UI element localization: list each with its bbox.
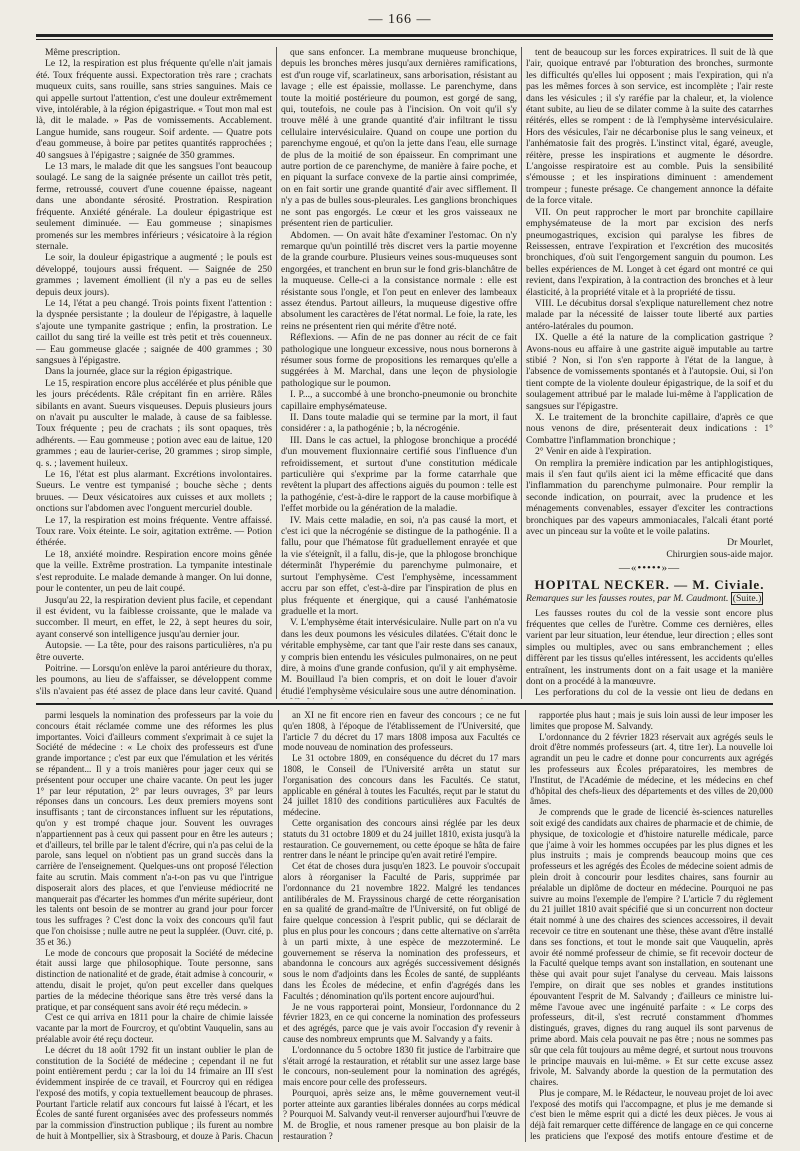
paragraph: an XI ne fit encore rien en faveur des concours ; ce ne fut qu'en 1808, à l'époque de l'établissement de l'Université, que l'article 7 du décret du 17 mars 1808 imposa aux Facultés ce mode nouveau de nomination des professeurs. (283, 710, 520, 753)
paragraph: IV. Mais cette maladie, en soi, n'a pas causé la mort, et c'est ici que la nécrogénie se distingue de la pathogénie. Il a fallu, pour que l'hématose fût graduellement enrayée et que la vie s'éteignît, il a fallu, dis-je, que la phlogose bronchique déterminât l'hyperémie du parenchyme pulmonaire, et surtout l'emphysème. C'est l'emphysème, incessamment accru par son effet, c'est-à-dire par l'inspiration de plus en plus fréquente et énergique, qui a causé l'anhématosie graduelle et la mort. (281, 514, 517, 617)
paragraph: Plus je compare, M. le Rédacteur, le nouveau projet de loi avec l'exposé des motifs qui l'accompagne, et plus je me demande si c'est bien le même esprit qui a dicté les deux pièces. Je vous ai déjà fait remarquer cette différence de langage en ce qui concerne les praticiens que l'exposé des motifs entoure d'estime et de (530, 1087, 773, 1142)
paragraph: Le 18, anxiété moindre. Respiration encore moins gênée que la veille. Extrême prostration. La tympanite intestinale s'est reproduite. Le malade demande à manger. On lui donne, pour le contenter, un peu de lait coupé. (36, 548, 272, 595)
paragraph: L'ordonnance du 2 février 1823 réservait aux agrégés seuls le droit d'être nommés professeurs (art. 4, titre 1er). La nouvelle loi agrandit un peu le cadre et donne pour concurrents aux agrégés les professeurs aux Écoles préparatoires, les membres de l'Institut, de l'Académie de médecine, et les médecins en chef d'hôpital des chefs-lieux des départements et des villes de 20,000 âmes. (530, 731, 773, 807)
paragraph: Le 13 mars, le malade dit que les sangsues l'ont beaucoup soulagé. Le sang de la saignée présente un caillot très petit, ferme, retroussé, couvert d'une couenne épaisse, nageant dans une abondante sérosité. Prostration. Respiration fréquente. Anxiété générale. La douleur épigastrique est seulement diminuée. — Eau gommeuse ; sinapismes promenés sur les membres inférieurs ; vésicatoire à la région sternale. (36, 161, 272, 252)
section-divider (36, 703, 773, 705)
feuilleton-column-3 (530, 710, 773, 1142)
feuilleton-column-1 (36, 710, 273, 1142)
subtitle-text: Remarques sur les fausses routes, par M. Caudmont. (526, 593, 729, 605)
paragraph: Je comprends que le grade de licencié ès-sciences naturelles soit exigé des candidats aux chaires de pharmacie et de chimie, de physique, de toxicologie et d'histoire naturelle médicale, parce que j'aime à voir les hommes occupées par les plus dignes et les plus instruits ; mais je comprends beaucoup moins que ces professeurs et les agrégés des Écoles de médecine soient admis de plein droit à concourir pour lesdites chaires, sans fournir au préalable un diplôme de docteur en médecine. Pourquoi ne pas suivre au moins l'exemple de l'empire ? L'article 7 du règlement du 21 juillet 1810 avait spécifié que si un concurrent non docteur était nommé à une des chaires des sciences accessoires, il devait recevoir ce titre en soutenant une thèse, thèse avant d'être installé dans ses fonctions, et tout le monde sait que Vauquelin, après avoir été nommé professeur de chimie, se fit recevoir docteur de la Faculté quelque temps avant son installation, en soutenant une thèse qui avait pour sujet l'analyse du cerveau. Mais laissons l'empire, on dirait que ses nobles et grandes institutions épouvantent l'esprit de M. Salvandy ; d'ailleurs ce ministre lui-même l'avoue avec une ingénuité parfaite : « Le corps des professeurs, dit-il, s'est recruté constamment d'hommes distingués, graves, dignes du rang auquel ils sont parvenus de prime abord. Mais cela pouvait ne pas être ; nous ne sommes pas sûr que cela fût toujours au même degré, et surtout nous trouvons le principe mauvais en lui-même. » Et sur cette excuse assez frivole, M. Salvandy aborde la question de la permutation des chaires. (530, 807, 773, 1088)
paragraph: Jusqu'au 22, la respiration devient plus facile, et cependant il est évident, vu la faiblesse croissante, que le malade va succomber. Il meurt, en effet, le 22, à sept heures du soir, ayant conservé son intelligence jusqu'au dernier jour. (36, 594, 272, 640)
paragraph: Même prescription. (45, 47, 121, 58)
paragraph: Pourquoi, après seize ans, le même gouvernement veut-il porter atteinte aux garanties libérales données au corps médical ? Pourquoi M. Salvandy veut-il renverser aujourd'hui l'œuvre de M. de Broglie, et nous ramener presque au bon plaisir de la restauration ? (283, 1087, 520, 1142)
author-name: Dr Mourlet, (727, 537, 773, 549)
paragraph: IX. Quelle a été la nature de la complication gastrique ? Avons-nous eu affaire à une gastrite aiguë imputable au tartre stibié ? Non, si l'on s'en rapporte à l'état de la langue, à l'absence de vomissements spontanés et à l'autopsie. Oui, si l'on tient compte de la violente douleur épigastrique, de la soif et du soulagement attribué par le malade lui-même à l'application de sangsues sur l'épigastre. (526, 332, 773, 412)
paragraph: I. P..., a succombé à une broncho-pneumonie ou bronchite capillaire emphysémateuse. (281, 389, 517, 412)
paragraph: que sans enfoncer. La membrane muqueuse bronchique, depuis les bronches mères jusqu'aux dernières ramifications, est d'un rouge vif, scarlatineux, sans arborisation, résistant au lavage ; elle est épaissie, mollasse. Le parenchyme, dans toute la moitié postérieure du poumon, est gorgé de sang, qui, toutefois, ne coule pas à l'incision. On voit qu'il s'y trouve mêlé à une grande quantité d'air infiltrant le tissu cellulaire intervésiculaire. Quand on coupe une portion du parenchyme engoué, et qu'on la jette dans l'eau, elle surnage de plus de la moitié de son épaisseur. En comprimant une autre portion de ce parenchyme, de manière à faire poche, et en piquant la surface convexe de la partie ainsi comprimée, on en fait sortir une grande quantité d'air avec sifflement. Il n'y a pas de bulles sous-pleurales. Les ganglions bronchiques ne sont pas engorgés. Le cœur et les gros vaisseaux ne présentent rien de particulier. (281, 47, 517, 230)
paragraph: 2° Venir en aide à l'expiration. (535, 446, 652, 458)
paragraph: V. L'emphysème était intervésiculaire. Nulle part on n'a vu dans les deux poumons les vésicules dilatées. C'était donc le véritable emphysème, car tant que l'air reste dans ses canaux, y compris bien entendu les vésicules pulmonaires, on ne peut dire, à moins d'une grande confusion, qu'il y ait emphysème. M. Bouillaud l'a bien compris, et on doit le louer d'avoir étudié l'emphysème vésiculaire sous une autre dénomination. (281, 617, 517, 697)
paragraph: rapportée plus haut ; mais je suis loin aussi de leur imposer les limites que propose M. Salvandy. (530, 710, 773, 731)
section-subtitle (526, 593, 773, 604)
paragraph: Réflexions. — Afin de ne pas donner au récit de ce fait pathologique une longueur excessive, nous nous bornerons à résumer sous forme de propositions les remarques qu'elle a suggérées à M. Marchal, dans une leçon de physiologie pathologique sur le poumon. (281, 332, 517, 389)
paragraph: X. Le traitement de la bronchite capillaire, d'après ce que nous venons de dire, présenterait deux indications : 1° Combattre l'inflammation bronchique ; (526, 412, 773, 446)
paragraph: Je ne vous rapporterai point, Monsieur, l'ordonnance du 2 février 1823, en ce qui concerne la nomination des professeurs et des agrégés, parce que je vais avoir l'occasion d'y revenir à cause des nombreux emprunts que M. Salvandy y a faits. (283, 1001, 520, 1044)
paragraph: Les perforations du col de la vessie ont lieu de dedans en (535, 687, 773, 699)
column-divider (521, 47, 522, 699)
paragraph: Le 15, respiration encore plus accélérée et plus pénible que les jours précédents. Râle crépitant fin en arrière. Râles sibilants en avant. Sueurs visqueuses. Depuis plusieurs jours on n'avait pu ausculter le malade, à cause de sa faiblesse. Toux fréquente ; peu de crachats ; ils sont opaques, très adhérents. — Eau gommeuse ; potion avec eau de laitue, 120 grammes ; eau de laurier-cerise, 20 grammes ; sirop simple, q. s. ; lavement huileux. (36, 377, 272, 469)
paragraph: VIII. Le décubitus dorsal s'explique naturellement chez notre malade par la nécessité de laisser toute liberté aux parties antéro-latérales du poumon. (526, 297, 773, 332)
ornament-divider: —«•••••»— (618, 562, 681, 575)
paragraph: Le 17, la respiration est moins fréquente. Ventre affaissé. Toux rare. Voix éteinte. Le soir, agitation extrême. — Potion éthérée. (36, 514, 272, 549)
paragraph: Le 14, l'état a peu changé. Trois points fixent l'attention : la dyspnée persistante ; la douleur de l'épigastre, à laquelle s'ajoute une tympanite gastrique ; enfin, la prostration. Le caillot du sang tiré la veille est très petit et très couenneux. — Eau gommeuse glacée ; saignée de 400 grammes ; 30 sangsues à l'épigastre. (36, 297, 272, 366)
paragraph: Poitrine. — Lorsqu'on enlève la paroi antérieure du thorax, les poumons, au lieu de s'affaisser, se développent comme s'ils n'avaient pas été assez de place dans leur cavité. Quand (36, 662, 272, 697)
paragraph: II. Dans toute maladie qui se termine par la mort, il faut considérer : a, la pathogénie ; b, la nécrogénie. (281, 412, 517, 435)
column-divider (276, 47, 277, 699)
paragraph: Cette organisation des concours ainsi réglée par les deux statuts du 31 octobre 1809 et du 24 juillet 1810, exista jusqu'à la restauration. Ce gouvernement, ou cette époque se hâta de faire rentrer dans le néant le principe qu'en avait retiré l'empire. (283, 817, 520, 861)
paragraph: Cet état de choses dura jusqu'en 1823. Le pouvoir s'occupait alors à réorganiser la Faculté de Paris, supprimée par l'ordonnance du 21 novembre 1822. Malgré les tendances antilibérales de M. Frayssinous chargé de cette réorganisation en sa qualité de grand-maître de l'Université, on fut obligé de faire quelque concession à l'esprit public, qui se déclarait de plus en plus pour les concours ; dans cette alternative on s'arrêta à un parti mixte, à une espèce de mezzoterminé. Le gouvernement se réserva la nomination des professeurs, et abandonna le concours aux agrégés successivement désignés sous le nom d'adjoints dans les Écoles de santé, de suppléants dans les Écoles de médecine, et enfin d'agrégés dans les Facultés ; dénomination qu'ils portent encore aujourd'hui. (283, 861, 520, 1001)
paragraph: Le mode de concours que proposait la Société de médecine était aussi large que philosophique. Toute personne, sans distinction de nationalité et de grade, était admise à concourir, « attendu, disait le projet, qu'on peut exceller dans quelques parties de la médecine théorique sans être très versé dans la pratique, et par conséquent sans avoir été reçu médecin. » (36, 947, 273, 1012)
article-column-3 (526, 47, 773, 699)
paragraph (281, 697, 517, 699)
subtitle-suite: (Suite.) (732, 593, 762, 605)
paragraph: Le 31 octobre 1809, en conséquence du décret du 17 mars 1808, le Conseil de l'Université arrêta un statut sur l'organisation des concours dans les Facultés. Ce statut, applicable en général à toutes les Facultés, reçut par le statut du 24 juillet 1810 des conditions particulières aux Facultés de médecine. (283, 753, 520, 818)
page-number: — 166 — (368, 12, 432, 27)
paragraph: Abdomen. — On avait hâte d'examiner l'estomac. On n'y remarque qu'un pointillé très discret vers la partie moyenne de la grande courbure. Plusieurs veines sous-muqueuses sont engorgées, et tranchent en brun sur le fond gris-blanchâtre de la muqueuse. Celle-ci a la consistance normale : elle est résistante sous l'ongle, et l'on peut en enlever des lambeaux assez étendus. Partout ailleurs, la muqueuse digestive offre absolument les caractères de l'état normal. Le foie, la rate, les reins ne présentent rien qui mérite d'être noté. (281, 229, 517, 332)
article-column-2 (281, 47, 517, 699)
feuilleton-column-2 (283, 710, 520, 1142)
paragraph: VII. On peut rapprocher le mort par bronchite capillaire emphysémateuse de la mort par excision des nerfs pneumogastriques, excision qui paralyse les fibres de Reissessen, entrave l'expiration et l'excrétion des mucosités bronchiques, d'où suit l'engorgement sanguin du poumon. Les belles expériences de M. Longet à cet égard ont montré ce qui revient, dans l'expiration, à la contraction des bronches et à leur élasticité, à la propriété vitale et à la propriété de tissu. (526, 206, 773, 298)
paragraph: Le 16, l'état est plus alarmant. Excrétions involontaires. Sueurs. Le ventre est tympanisé ; bouche sèche ; dents bruues. — Deux vésicatoires aux cuisses et aux mollets ; onctions sur l'abdomen avec l'onguent mercuriel double. (36, 469, 272, 515)
paragraph: III. Dans le cas actuel, la phlogose bronchique a procédé d'un mouvement fluxionnaire certifié sous l'influence d'un refroidissement, et surtout d'une constitution médicale particulière qui s'exprime par la forme catarrhale que revêtent la plupart des affections aiguës du poumon : telle est la pathogénie, c'est-à-dire le rapport de la cause morbifique à l'effet morbide ou la génération de la maladie. (281, 434, 517, 515)
paragraph: tent de beaucoup sur les forces expiratrices. Il suit de là que l'air, quoique entravé par l'obturation des bronches, surmonte les difficultés qu'elles lui opposent ; mais l'expiration, qui n'a pas les mêmes forces à son service, est incomplète ; l'air reste dans les vésicules ; il s'y raréfie par la chaleur, et, la violence étant subite, au lieu de se dilater comme à la suite des catarrhes réitérés, elles se rompent : de là l'emphysème intervésiculaire. Hors des vésicules, l'air ne décarbonise plus le sang veineux, et l'anhématosie fait des progrès. L'instinct vital, égaré, aveugle, réitère, presse les inspirations et augmente le désordre. L'angoisse respiratoire est au comble. Puis la sensibilité s'émousse ; et les inspirations diminuent : amendement trompeur ; funeste présage. Ce changement annonce la défaite de la force vitale. (526, 47, 773, 207)
column-divider (278, 710, 279, 1142)
paragraph: Le décret du 18 août 1792 fit un instant oublier le plan de constitution de la Société de médecine ; cependant il ne fut point entièrement perdu ; car la loi du 14 frimaire an III s'est évidemment inspirée de ce travail, et Fourcroy qui en rédigea l'exposé des motifs, y copia textuellement beaucoup de phrases. Pourtant l'article relatif aux concours fut laissé à l'écart, et les Écoles de santé furent organisées avec des professeurs nommés par la commission d'instruction publique ; ils furent au nombre de huit à Montpellier, six à Strasbourg, et douze à Paris. Chacun (36, 1044, 273, 1142)
paragraph: L'ordonnance du 5 octobre 1830 fit justice de l'arbitraire que s'était arrogé la restauration, et rétablit sur une assez large base le concours, non-seulement pour la nomination des agrégés, mais encore pour celle des professeurs. (283, 1044, 520, 1088)
author-role: Chirurgien sous-aide major. (666, 548, 773, 560)
paragraph: Le 12, la respiration est plus fréquente qu'elle n'ait jamais été. Toux fréquente aussi. Expectoration très rare ; crachats muqueux cuits, sans rouille, sans stries sanguines. Mais ce qui appelle surtout l'attention, c'est une douleur extrêmement vive, intolérable, à la région épigastrique. « Tout mon mal est là, dit le malade. » Pas de vomissements. Accablement. Langue humide, sans rougeur. Soif ardente. — Quatre pots d'eau gommeuse, à boire par petites quantités rapprochées ; 40 sangsues à l'épigastre ; saignée de 350 grammes. (36, 58, 272, 161)
paragraph: Les fausses routes du col de la vessie sont encore plus fréquentes que celles de l'urètre. Comme ces dernières, elles varient par leur situation, leur étendue, leur direction ; elles sont simples ou multiples, avec ou sans embranchement ; elles diffèrent par les tissus qu'elles intéressent, les accidents qu'elles entraînent, les instruments dont on a fait usage et la manière dont on a procédé à la manœuvre. (526, 607, 773, 687)
article-column-1 (36, 47, 272, 699)
paragraph: On remplira la première indication par les antiphlogistiques, mais il s'en faut qu'ils aient ici la même efficacité que dans l'inflammation du parenchyme pulmonaire. Pour remplir la seconde indication, on pourrait, avec la prudence et les ménagements convenables, essayer d'exciter les contractions bronchiques par des vapeurs ammoniacales, l'alcali étant porté avec un pinceau sur la voûte et le voile palatins. (526, 457, 773, 538)
header-rule-thin (36, 39, 773, 40)
section-title: HOPITAL NECKER. — M. Civiale. (534, 576, 765, 592)
header-rule (36, 34, 773, 37)
paragraph: Dans la journée, glace sur la région épigastrique. (45, 366, 233, 378)
column-divider (525, 710, 526, 1142)
paragraph: Le soir, la douleur épigastrique a augmenté ; le pouls est développé, toujours aussi fréquent. — Saignée de 250 grammes ; lavement émollient (il n'y a pas eu de selles depuis deux jours). (36, 252, 272, 298)
paragraph: C'est ce qui arriva en 1811 pour la chaire de chimie laissée vacante par la mort de Fourcroy, et qu'obtint Vauquelin, sans au préalable avoir été reçu docteur. (36, 1012, 273, 1044)
paragraph: parmi lesquels la nomination des professeurs par la voie du concours était réclamée comme une des réformes les plus importantes. Voici d'ailleurs comment s'exprimait à ce sujet la Société de médecine : « Le choix des professeurs est d'une grande importance ; c'est par eux que l'émulation et les vérités se répandent... Il y a trois manières pour jager ceux qui se présentent pour occuper une chaire vacante. On peut les juger 1° par leur réputation, 2° par leurs ouvrages, 3° par leurs réponses dans un concours. Les deux premiers moyens sont insuffisants ; tant de circonstances influent sur les réputations, qu'on y est trompé chaque jour. Souvent les ouvrages n'appartiennent pas à ceux qui passent pour en être les auteurs ; et d'ailleurs, tel brille par le talent d'écrire, qui n'a pas celui de la parole, sans lequel on n'obtient pas un grand succès dans la carrière de l'enseignement. Quelques-uns ont proposé l'élection faite au scrutin. Mais comment n'a-t-on pas vu que l'intrigue disposerait alors des places, et que l'envieuse médiocrité ne manquerait pas d'écarter les hommes d'un mérite supérieur, dont les talents ont besoin de se montrer au grand jour pour forcer tous les suffrages ? C'est donc la voix des concours qu'il faut que l'on choisisse ; nulle autre ne peut la suppléer. (Ouvr. cité, p. 35 et 36.) (36, 710, 273, 947)
paragraph: Autopsie. — La tête, pour des raisons particulières, n'a pu être ouverte. (36, 640, 272, 663)
